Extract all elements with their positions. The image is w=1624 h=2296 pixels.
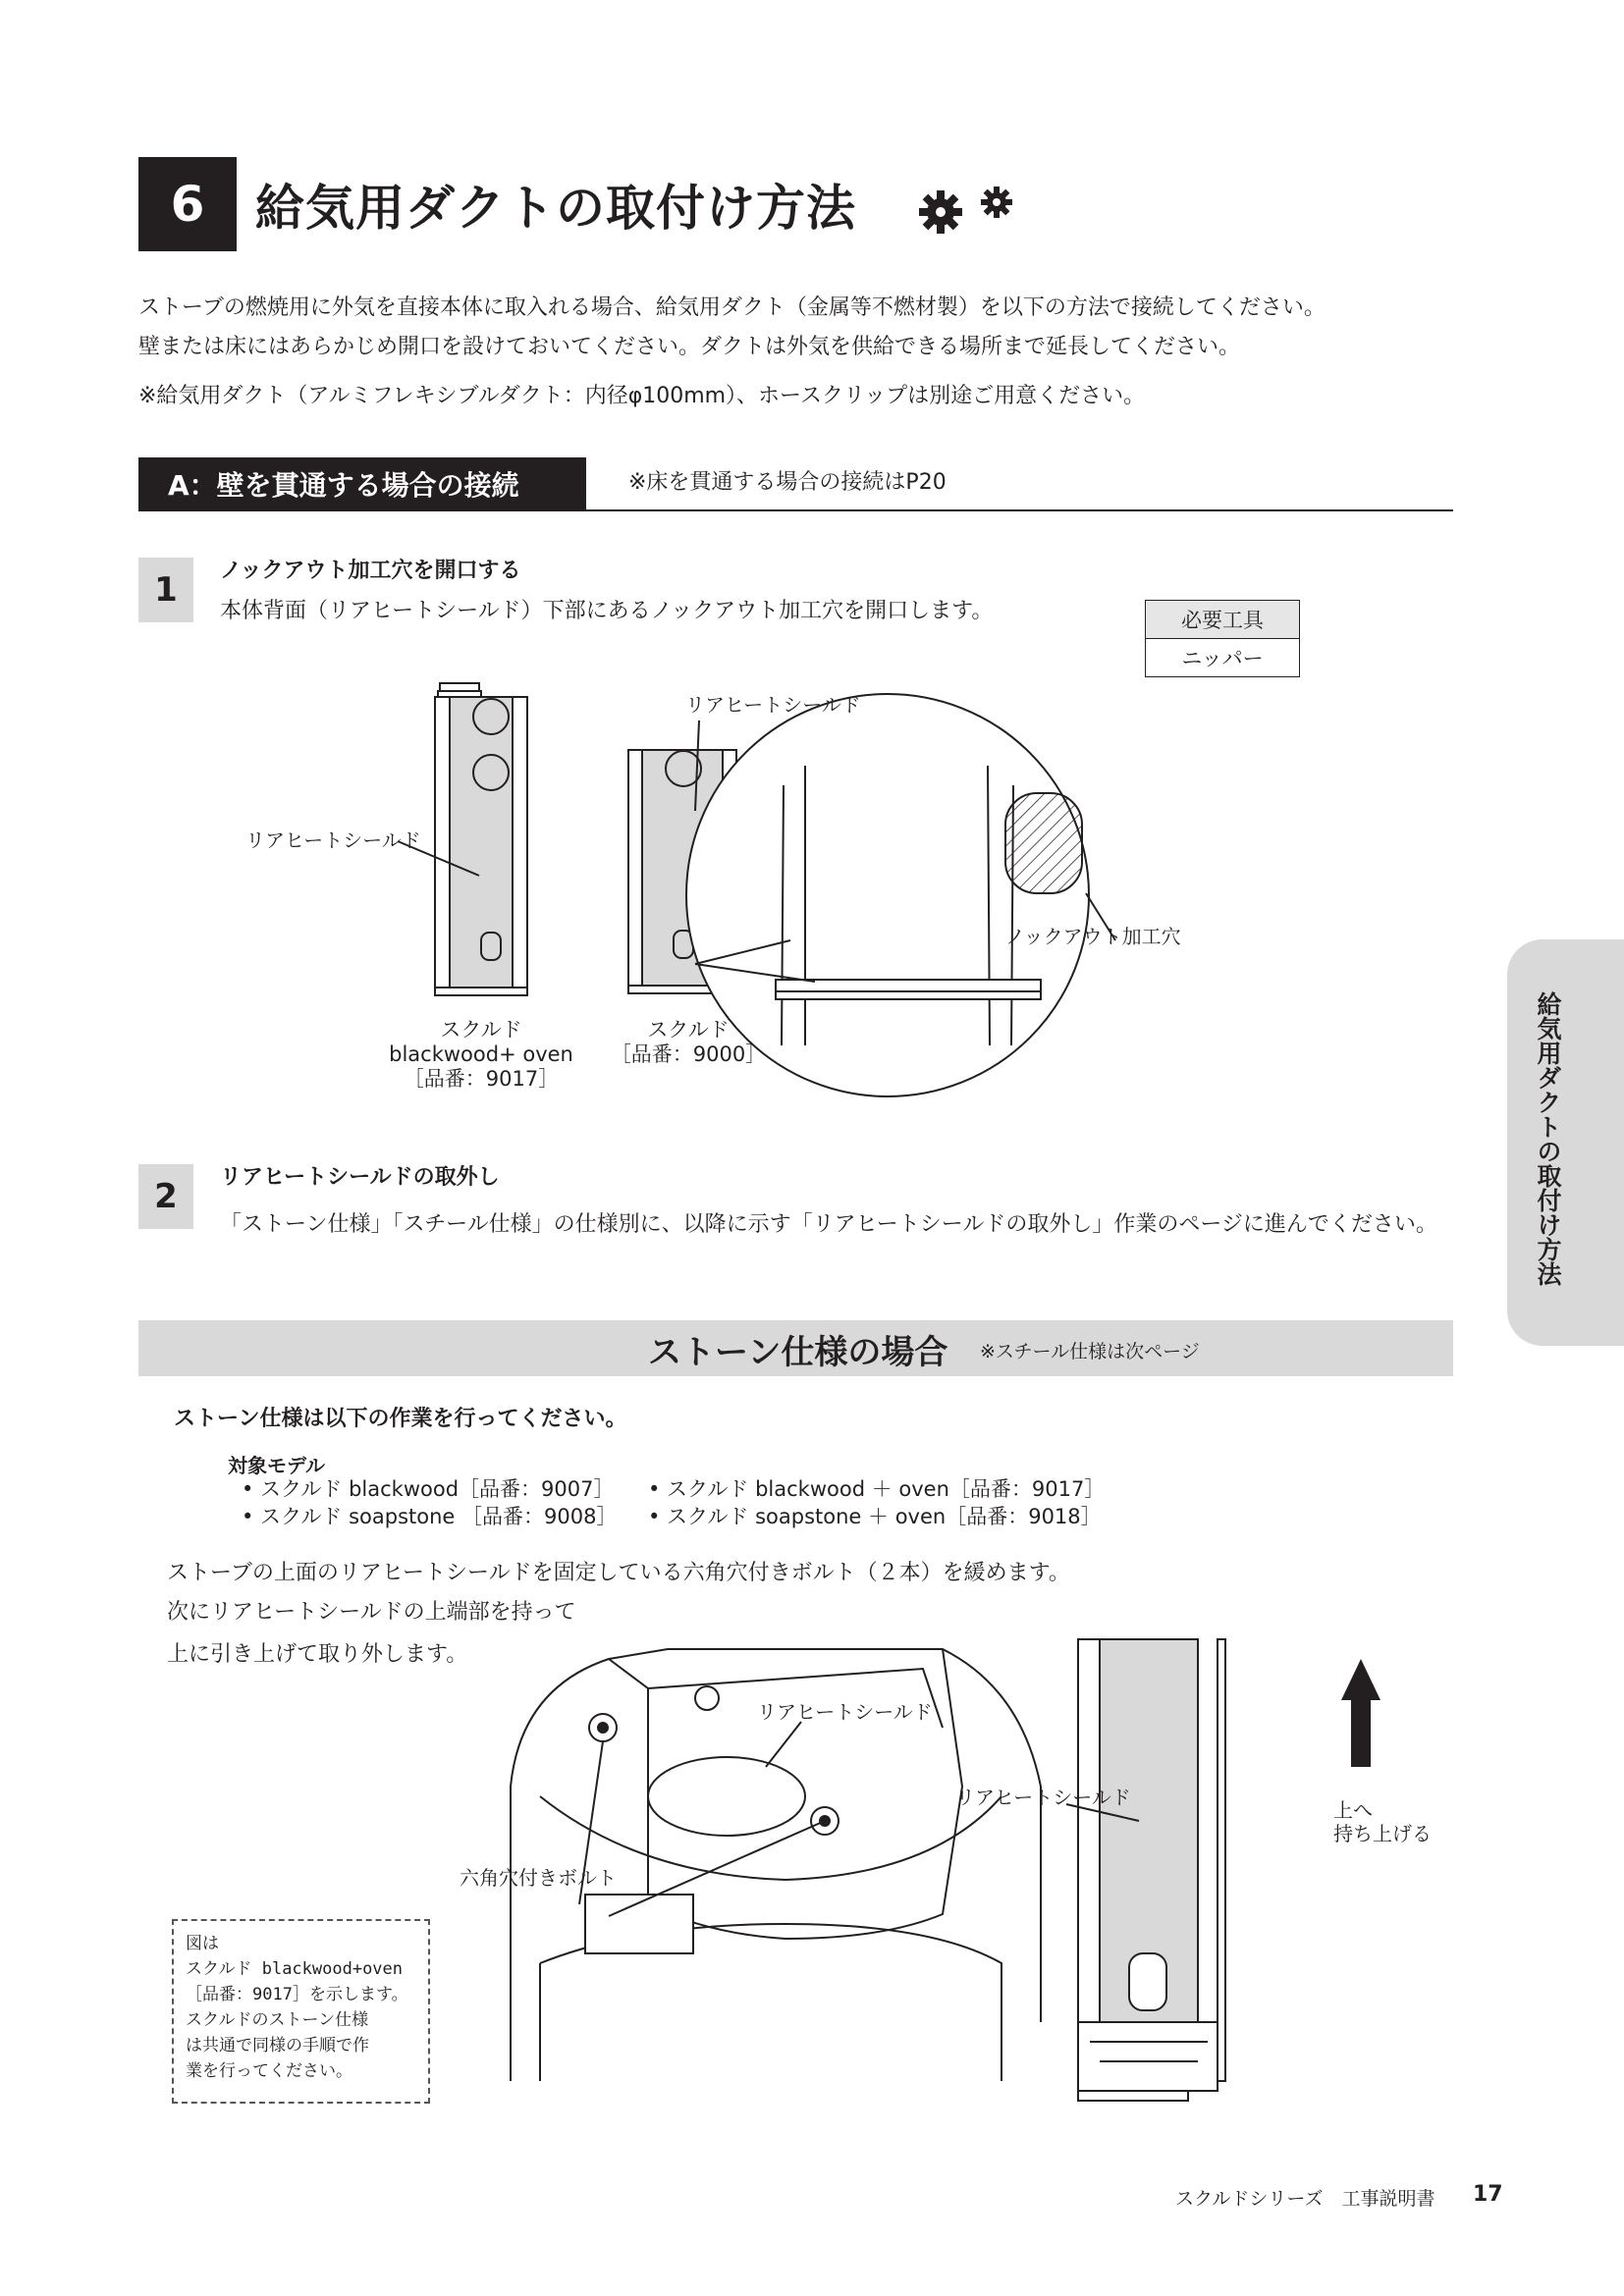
stone-text-3: 上に引き上げて取り外します。	[167, 1642, 468, 1667]
intro-line-1: ストーブの燃焼用に外気を直接本体に取入れる場合、給気用ダクト（金属等不燃材製）を以下の方法で接続してください。	[138, 295, 1326, 320]
chapter-title: 給気用ダクトの取付け方法	[255, 180, 856, 237]
models-label: 対象モデル	[228, 1454, 325, 1477]
note-line: スクルド blackwood+oven	[186, 1959, 404, 1979]
section-divider	[138, 509, 1453, 511]
label-shield-mid: リアヒートシールド	[685, 693, 861, 717]
model-item-2: • スクルド soapstone ［品番：9008］	[242, 1505, 618, 1528]
footer-document-title: スクルドシリーズ 工事説明書	[1175, 2188, 1435, 2210]
stone-text-1: ストーブの上面のリアヒートシールドを固定している六角穴付きボルト（２本）を緩めます。	[167, 1561, 1070, 1585]
label-lift-2: 持ち上げる	[1333, 1822, 1432, 1845]
note-line: 図は	[186, 1934, 219, 1953]
label-shield-left: リアヒートシールド	[245, 828, 421, 852]
label-bolt: 六角穴付きボルト	[460, 1866, 617, 1890]
side-tab-label: 給気用ダクトの取付け方法	[1534, 991, 1562, 1286]
step-1-title: ノックアウト加工穴を開口する	[220, 559, 521, 583]
step-2-title: リアヒートシールドの取外し	[220, 1165, 500, 1190]
label-knockout: ノックアウト加工穴	[1005, 925, 1181, 948]
caption-left-2: blackwood+ oven	[389, 1042, 573, 1066]
stone-text-2: 次にリアヒートシールドの上端部を持って	[167, 1600, 576, 1625]
intro-note: ※給気用ダクト（アルミフレキシブルダクト：内径φ100mm）、ホースクリップは別途ご用意ください。	[138, 384, 1146, 408]
section-a-note: ※床を貫通する場合の接続はP20	[628, 470, 947, 495]
note-line: スクルドのストーン仕様	[186, 2010, 369, 2030]
caption-mid-1: スクルド	[647, 1018, 730, 1041]
caption-left-3: ［品番：9017］	[403, 1067, 560, 1091]
caption-mid-2: ［品番：9000］	[610, 1042, 767, 1066]
step-2-number: 2	[138, 1164, 193, 1229]
intro-line-2: 壁または床にはあらかじめ開口を設けておいてください。ダクトは外気を供給できる場所まで延長してください。	[138, 335, 1241, 359]
section-a-title: A：壁を貫通する場合の接続	[138, 457, 586, 510]
step-1-number: 1	[138, 558, 193, 622]
note-line: ［品番：9017］を示します。	[186, 1985, 408, 2004]
stone-band-note: ※スチール仕様は次ページ	[980, 1341, 1200, 1362]
step-1-description: 本体背面（リアヒートシールド）下部にあるノックアウト加工穴を開口します。	[220, 599, 994, 623]
label-shield-top: リアヒートシールド	[757, 1700, 933, 1724]
stone-removal-diagram	[491, 1629, 1473, 2120]
caption-left-1: スクルド	[440, 1018, 522, 1041]
stone-band-title: ストーン仕様の場合	[648, 1333, 948, 1372]
model-item-3: • スクルド blackwood ＋ oven［品番：9017］	[648, 1477, 1106, 1501]
note-line: 業を行ってください。	[186, 2061, 352, 2081]
figure-note	[172, 1919, 430, 2104]
stone-instruction: ストーン仕様は以下の作業を行ってください。	[174, 1407, 627, 1431]
tools-value: ニッパー	[1181, 647, 1264, 670]
required-tools-table	[1145, 600, 1300, 677]
page-number: 17	[1473, 2182, 1503, 2207]
model-item-1: • スクルド blackwood［品番：9007］	[242, 1477, 615, 1501]
label-shield-right: リアヒートシールド	[955, 1786, 1131, 1809]
note-line: は共通で同様の手順で作	[186, 2036, 369, 2056]
chapter-number: 6	[138, 157, 237, 251]
gear-icon	[911, 181, 1019, 240]
label-lift-1: 上へ	[1333, 1798, 1373, 1822]
model-item-4: • スクルド soapstone ＋ oven［品番：9018］	[648, 1505, 1102, 1528]
side-tab	[1507, 939, 1624, 1346]
tools-header: 必要工具	[1146, 601, 1299, 639]
step-2-description: 「ストーン仕様」「スチール仕様」の仕様別に、以降に示す「リアヒートシールドの取外し」作業のページに進んでください。	[220, 1212, 1437, 1237]
